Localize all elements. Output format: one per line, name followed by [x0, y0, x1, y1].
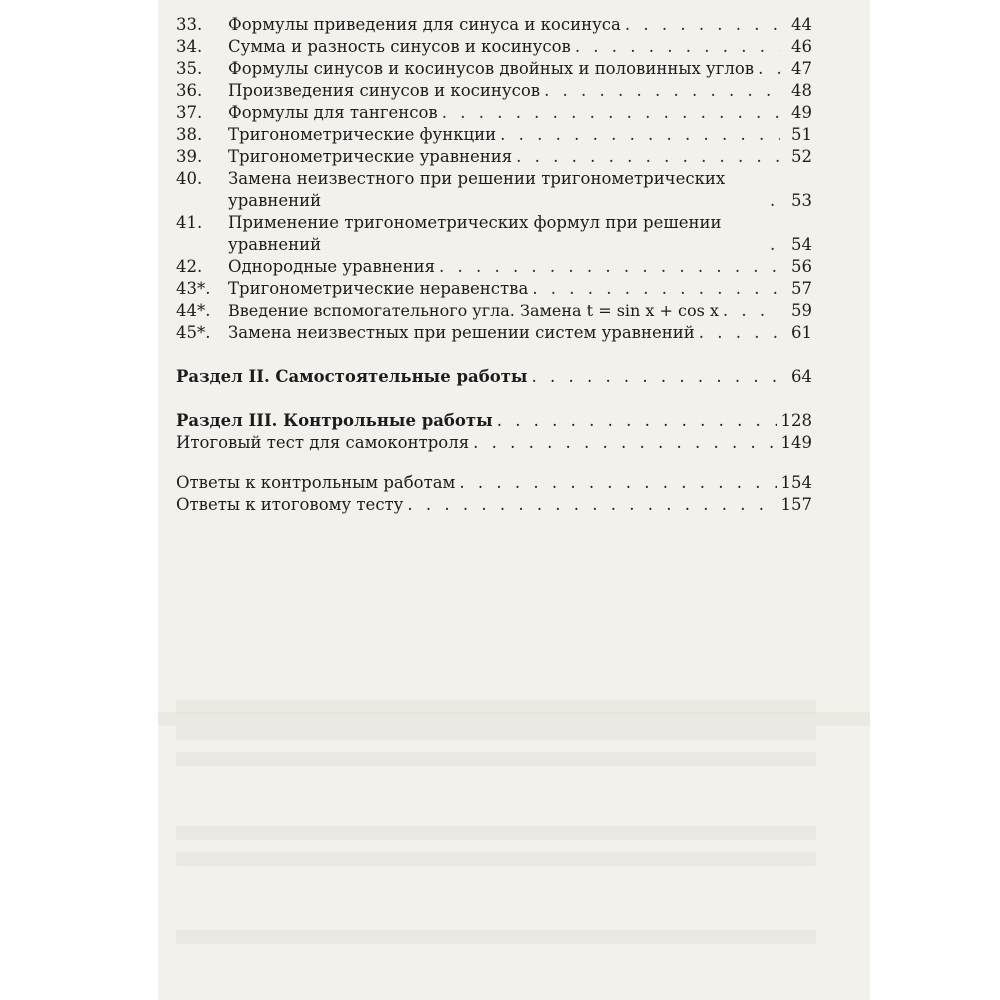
toc-section-page: 154	[780, 473, 812, 492]
toc-section-title: Раздел II. Самостоятельные работы	[176, 367, 528, 386]
toc-entry-page: 49	[791, 103, 812, 122]
toc-entry-page: 46	[791, 37, 812, 56]
dot-leader	[532, 278, 780, 300]
bleed-through-text	[176, 826, 816, 840]
toc-section-title: Раздел III. Контрольные работы	[176, 411, 493, 430]
toc-entry-title: Введение вспомогательного угла. Замена t = sin x + cos x	[228, 301, 719, 320]
dot-leader	[531, 366, 787, 388]
toc-entry	[176, 146, 812, 168]
toc-entry-number: 38.	[176, 125, 203, 144]
toc-entry-title: Произведения синусов и косинусов	[228, 81, 541, 100]
dot-leader	[497, 410, 777, 432]
toc-entry	[176, 322, 812, 344]
toc-entry-number: 37.	[176, 103, 203, 122]
toc-entry	[176, 124, 812, 146]
toc-entry	[176, 256, 812, 278]
toc-section-2	[176, 366, 812, 388]
toc-entry	[176, 14, 812, 36]
toc-entry-number: 43*.	[176, 279, 211, 298]
dot-leader	[575, 36, 780, 58]
dot-leader	[500, 124, 780, 146]
toc-entry-title: Тригонометрические неравенства	[228, 279, 529, 298]
toc-entry-number: 44*.	[176, 301, 211, 320]
dot-leader	[442, 102, 780, 124]
toc-entry-number: 42.	[176, 257, 203, 276]
toc-section-page: 128	[780, 411, 812, 430]
toc-section-page: 64	[791, 367, 812, 386]
toc-entry	[176, 58, 812, 80]
toc-entry	[176, 102, 812, 124]
toc-entry-page: 47	[791, 59, 812, 78]
toc-entry-page: 61	[791, 323, 812, 342]
toc-entry-title: Формулы для тангенсов	[228, 103, 438, 122]
toc-entry-number: 34.	[176, 37, 203, 56]
toc-entry	[176, 36, 812, 58]
toc-entry-number: 33.	[176, 15, 203, 34]
toc-entry-title: Формулы синусов и косинусов двойных и половинных углов	[228, 59, 755, 78]
toc-section-title: Итоговый тест для самоконтроля	[176, 433, 470, 452]
toc-entry-title: Замена неизвестного при решении тригонометрических уравнений	[228, 169, 726, 210]
bleed-through-text	[176, 752, 816, 766]
dot-leader	[439, 256, 780, 278]
toc-entry-number: 41.	[176, 213, 203, 232]
toc-entry-page: 53	[791, 191, 812, 210]
toc-entry-page: 56	[791, 257, 812, 276]
toc-section-3	[176, 410, 812, 432]
toc-entry-page: 44	[791, 15, 812, 34]
bleed-through-text	[176, 852, 816, 866]
bleed-through-text	[176, 726, 816, 740]
toc-answers-control	[176, 472, 812, 494]
toc-answers-test	[176, 494, 812, 516]
dot-leader	[699, 322, 780, 344]
dot-leader	[723, 300, 780, 322]
toc-entry-page: 52	[791, 147, 812, 166]
toc-entry-title: Тригонометрические функции	[228, 125, 497, 144]
toc-section-title: Ответы к итоговому тесту	[176, 495, 404, 514]
dot-leader	[770, 234, 780, 256]
bleed-through-text	[176, 700, 816, 714]
toc-entry-number: 40.	[176, 169, 203, 188]
toc-entry-title: Однородные уравнения	[228, 257, 435, 276]
toc-entry-number: 36.	[176, 81, 203, 100]
toc-entry	[176, 80, 812, 102]
dot-leader	[459, 472, 776, 494]
toc-entry-title: Замена неизвестных при решении систем уравнений	[228, 323, 695, 342]
toc-section-page: 157	[780, 495, 812, 514]
toc-entry	[176, 168, 812, 212]
toc-final-test	[176, 432, 812, 454]
table-of-contents	[176, 14, 812, 516]
toc-entry-title: Формулы приведения для синуса и косинуса	[228, 15, 621, 34]
toc-entry-page: 57	[791, 279, 812, 298]
toc-entry	[176, 300, 812, 322]
toc-entry-number: 35.	[176, 59, 203, 78]
toc-entry-title: Применение тригонометрических формул при решении уравнений	[228, 213, 722, 254]
toc-entry-page: 54	[791, 235, 812, 254]
toc-entry-number: 39.	[176, 147, 203, 166]
dot-leader	[407, 494, 776, 516]
bleed-through-text	[176, 930, 816, 944]
dot-leader	[770, 190, 780, 212]
toc-entry	[176, 278, 812, 300]
toc-entry-title: Сумма и разность синусов и косинусов	[228, 37, 571, 56]
toc-entry-page: 51	[791, 125, 812, 144]
dot-leader	[625, 14, 780, 36]
toc-entry-number: 45*.	[176, 323, 211, 342]
page-margin	[870, 0, 1000, 1000]
toc-entry-page: 48	[791, 81, 812, 100]
toc-entry	[176, 212, 812, 256]
dot-leader	[544, 80, 780, 102]
toc-entry-page: 59	[791, 301, 812, 320]
dot-leader	[516, 146, 780, 168]
toc-section-page: 149	[780, 433, 812, 452]
bleed-through-shadow	[158, 712, 870, 726]
dot-leader	[473, 432, 776, 454]
dot-leader	[758, 58, 780, 80]
toc-section-title: Ответы к контрольным работам	[176, 473, 456, 492]
toc-entry-title: Тригонометрические уравнения	[228, 147, 513, 166]
